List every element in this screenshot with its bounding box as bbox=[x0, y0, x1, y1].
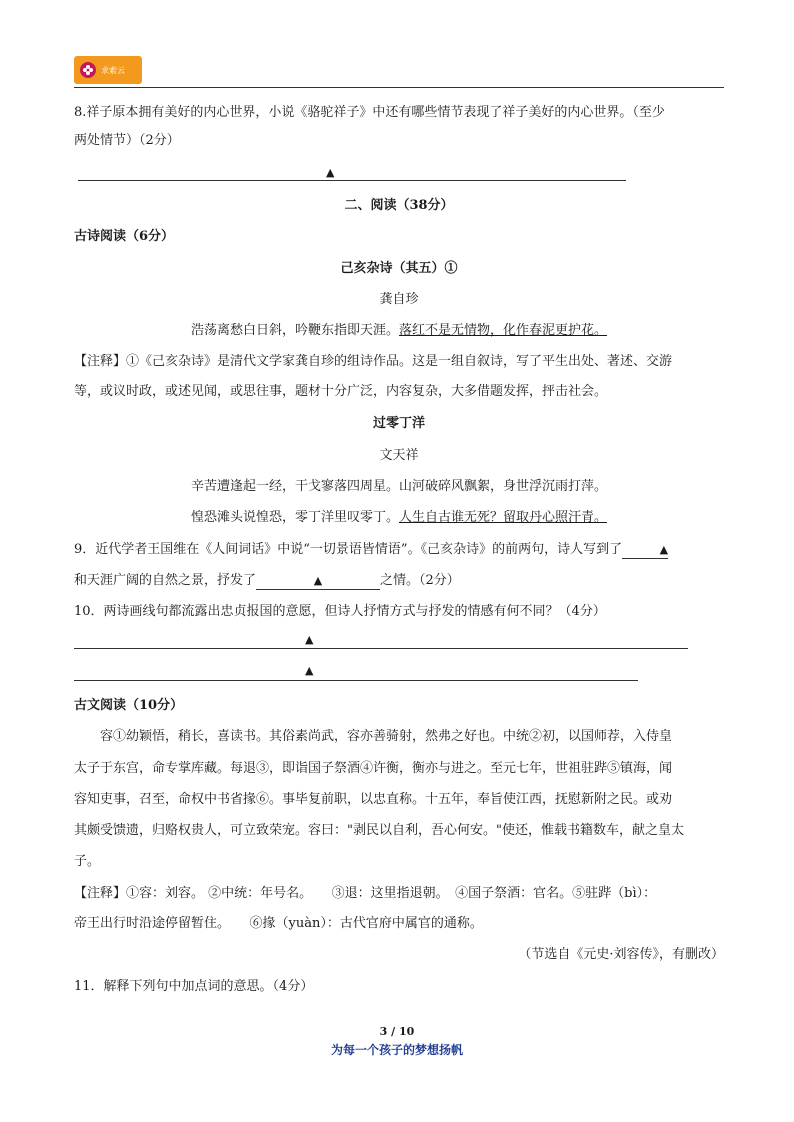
q9-line2-post: 之情。（2分） bbox=[380, 573, 460, 588]
flower-icon bbox=[80, 62, 96, 78]
q9-blank1[interactable] bbox=[622, 542, 668, 559]
q10-answer-marker-2: ▲ bbox=[305, 664, 314, 677]
poem1-author: 龚自珍 bbox=[379, 292, 419, 307]
brand-logo bbox=[74, 56, 142, 84]
q8-answer-line[interactable] bbox=[78, 180, 626, 181]
q9-line2-pre: 和天涯广阔的自然之景，抒发了 bbox=[74, 573, 257, 588]
poetry-heading: 古诗阅读（6分） bbox=[74, 229, 175, 244]
page-number: 3 / 10 bbox=[379, 1025, 415, 1038]
q10-question: 10．两诗画线句都流露出忠贞报国的意愿，但诗人抒情方式与抒发的情感有何不同？（4分） bbox=[74, 604, 606, 619]
prose-line-1: 容①幼颖悟，稍长，喜读书。其俗素尚武，容亦善骑射，然弗之好也。中统②初，以国师荐，入侍皇 bbox=[100, 729, 673, 744]
q8-line1: 8.祥子原本拥有美好的内心世界，小说《骆驼祥子》中还有哪些情节表现了祥子美好的内心世界。（至少 bbox=[74, 105, 665, 120]
q8-line2: 两处情节）（2分） bbox=[74, 133, 180, 148]
poem2-line2-part1: 惶恐滩头说惶恐，零丁洋里叹零丁。 bbox=[190, 510, 399, 525]
poem2-author: 文天祥 bbox=[379, 448, 419, 463]
poem2-title: 过零丁洋 bbox=[372, 416, 425, 431]
poem1-underlined-line: 落红不是无情物，化作春泥更护花。 bbox=[399, 323, 608, 338]
q9-blank2[interactable] bbox=[256, 573, 380, 590]
q8-answer-marker: ▲ bbox=[326, 166, 335, 179]
q9-blank2-marker: ▲ bbox=[313, 574, 323, 587]
header-divider bbox=[74, 87, 724, 88]
prose-line-5: 子。 bbox=[74, 854, 101, 869]
q10-answer-line-2[interactable] bbox=[74, 680, 638, 681]
logo-text: 求索云 bbox=[101, 65, 125, 75]
poem1-line-part1: 浩荡离愁白日斜，吟鞭东指即天涯。 bbox=[190, 323, 399, 338]
section-title: 二、阅读（38分） bbox=[344, 198, 454, 213]
footer-slogan: 为每一个孩子的梦想扬帆 bbox=[330, 1043, 463, 1057]
poem2-line2 bbox=[74, 509, 724, 527]
prose-line-3: 容知吏事，召至，命权中书省掾⑥。事毕复前职，以忠直称。十五年，奉旨使江西，抚慰新附之民。或劝 bbox=[74, 792, 673, 807]
note1-line1: 【注释】①《己亥杂诗》是清代文学家龚自珍的组诗作品。这是一组自叙诗，写了平生出处、著述、交游 bbox=[74, 354, 673, 369]
q9-line2 bbox=[74, 572, 460, 590]
prose-note-line1: 【注释】①容：刘容。 ②中统：年号名。 ③退：这里指退朝。 ④国子祭酒：官名。⑤驻跸（bì）： bbox=[74, 886, 657, 901]
prose-source: （节选自《元史·刘容传》，有删改） bbox=[518, 947, 724, 962]
poem2-underlined-line: 人生自古谁无死？留取丹心照汗青。 bbox=[399, 510, 608, 525]
q9-line1 bbox=[74, 541, 668, 559]
q10-answer-marker-1: ▲ bbox=[305, 633, 314, 646]
q9-text: 9．近代学者王国维在《人间词话》中说“一切景语皆情语”。《己亥杂诗》的前两句，诗人写到了 bbox=[74, 542, 623, 557]
prose-line-2: 太子于东宫，命专掌库藏。每退③，即诣国子祭酒④许衡，衡亦与进之。至元七年，世祖驻跸⑤镇海，闻 bbox=[74, 761, 673, 776]
prose-line-4: 其颇受馈遗，归赂权贵人，可立致荣宠。容曰："剥民以自利，吾心何安。"使还，惟载书籍数车，献之皇太 bbox=[74, 823, 684, 838]
q10-answer-line-1[interactable] bbox=[74, 648, 688, 649]
q9-blank1-marker: ▲ bbox=[659, 543, 669, 556]
q11-question: 11．解释下列句中加点词的意思。（4分） bbox=[74, 979, 314, 994]
prose-heading: 古文阅读（10分） bbox=[74, 698, 184, 713]
prose-note-line2: 帝王出行时沿途停留暂住。 ⑥掾（yuàn）：古代官府中属官的通称。 bbox=[74, 916, 483, 931]
poem1-line bbox=[74, 322, 724, 340]
poem1-title: 己亥杂诗（其五）① bbox=[340, 261, 458, 276]
note1-line2: 等，或议时政，或述见闻，或思往事，题材十分广泛，内容复杂，大多借题发挥，抨击社会。 bbox=[74, 384, 608, 399]
poem2-line1: 辛苦遭逢起一经，干戈寥落四周星。山河破碎风飘絮，身世浮沉雨打萍。 bbox=[190, 479, 607, 494]
